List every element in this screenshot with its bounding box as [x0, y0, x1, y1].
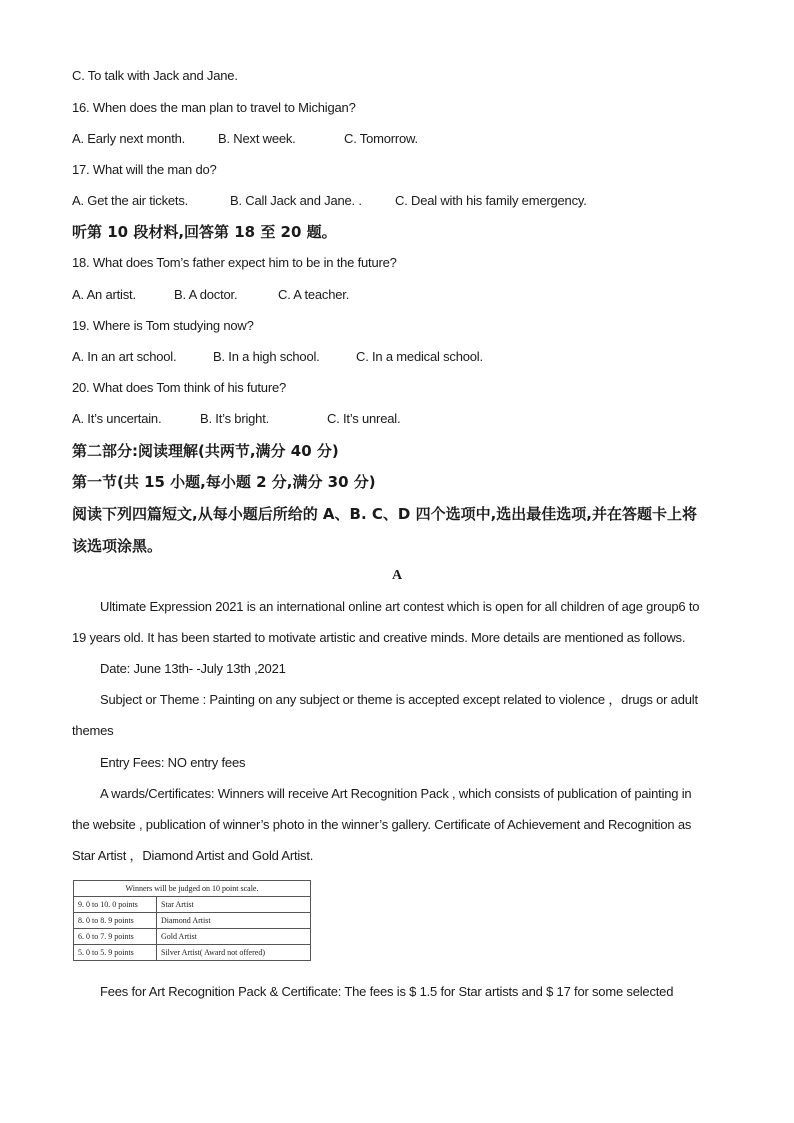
options-18 [72, 287, 349, 303]
question-18: 18. What does Tom’s father expect him to be in the future? [72, 255, 397, 270]
scoring-table [73, 880, 311, 961]
options-19 [72, 349, 483, 365]
question-19: 19. Where is Tom studying now? [72, 318, 254, 333]
option-a: A. An artist. [72, 287, 136, 302]
section-1-heading: 第一节(共 15 小题,每小题 2 分,满分 30 分) [72, 473, 376, 491]
option-b: B. A doctor. [174, 287, 238, 302]
awards-line: A wards/Certificates: Winners will receive Art Recognition Pack , which consists of publication of painting in [100, 786, 692, 801]
options-16 [72, 131, 418, 147]
option-a: A. It’s uncertain. [72, 411, 162, 426]
options-17 [72, 193, 587, 209]
awards-line: the website , publication of winner’s photo in the winner’s gallery. Certificate of Achievement and Recognition as [72, 817, 692, 832]
option-b: B. Call Jack and Jane. . [230, 193, 362, 208]
award-name: Star Artist [157, 897, 311, 913]
date-line: Date: June 13th- -July 13th ,2021 [100, 661, 286, 676]
table-row [74, 945, 311, 961]
table-header: Winners will be judged on 10 point scale. [74, 881, 311, 897]
points-range: 6. 0 to 7. 9 points [74, 929, 157, 945]
option-b: B. It’s bright. [200, 411, 270, 426]
option-a: A. In an art school. [72, 349, 177, 364]
award-name: Silver Artist( Award not offered) [157, 945, 311, 961]
awards-line: Star Artist ，Diamond Artist and Gold Artist. [72, 848, 314, 863]
question-16: 16. When does the man plan to travel to Michigan? [72, 100, 356, 115]
subject-line-cont: themes [72, 723, 114, 738]
points-range: 5. 0 to 5. 9 points [74, 945, 157, 961]
options-20 [72, 411, 400, 427]
paragraph-line: Ultimate Expression 2021 is an international online art contest which is open for all children of age group6 to [100, 599, 700, 614]
question-17: 17. What will the man do? [72, 162, 217, 177]
entry-fees-line: Entry Fees: NO entry fees [100, 755, 246, 770]
passage-title: A [392, 568, 402, 583]
points-range: 8. 0 to 8. 9 points [74, 913, 157, 929]
option-c: C. Deal with his family emergency. [395, 193, 587, 208]
option-a: A. Get the air tickets. [72, 193, 189, 208]
fees-pack-line: Fees for Art Recognition Pack & Certificate: The fees is $ 1.5 for Star artists and $ 17 for some selected [100, 984, 674, 999]
table-row [74, 897, 311, 913]
option-c: C. Tomorrow. [344, 131, 418, 146]
section-heading-10: 听第 10 段材料,回答第 18 至 20 题。 [72, 223, 337, 241]
option-a: A. Early next month. [72, 131, 186, 146]
option-line: C. To talk with Jack and Jane. [72, 68, 238, 83]
option-c: C. A teacher. [278, 287, 350, 302]
award-name: Diamond Artist [157, 913, 311, 929]
question-20: 20. What does Tom think of his future? [72, 380, 287, 395]
paragraph-line: 19 years old. It has been started to motivate artistic and creative minds. More details are mentioned as follows. [72, 630, 686, 645]
points-range: 9. 0 to 10. 0 points [74, 897, 157, 913]
part-2-heading: 第二部分:阅读理解(共两节,满分 40 分) [72, 442, 339, 460]
subject-line: Subject or Theme : Painting on any subject or theme is accepted except related to violence ，drugs or adult [100, 692, 698, 707]
table-row [74, 913, 311, 929]
instruction-line-2: 该选项涂黑。 [72, 537, 163, 555]
instruction-line-1: 阅读下列四篇短文,从每小题后所给的 A、B. C、D 四个选项中,选出最佳选项,并在答题卡上将 [72, 505, 697, 523]
option-b: B. Next week. [218, 131, 296, 146]
option-c: C. In a medical school. [356, 349, 483, 364]
table-row [74, 929, 311, 945]
option-c: C. It’s unreal. [327, 411, 401, 426]
table-header-row [74, 881, 311, 897]
option-b: B. In a high school. [213, 349, 320, 364]
award-name: Gold Artist [157, 929, 311, 945]
